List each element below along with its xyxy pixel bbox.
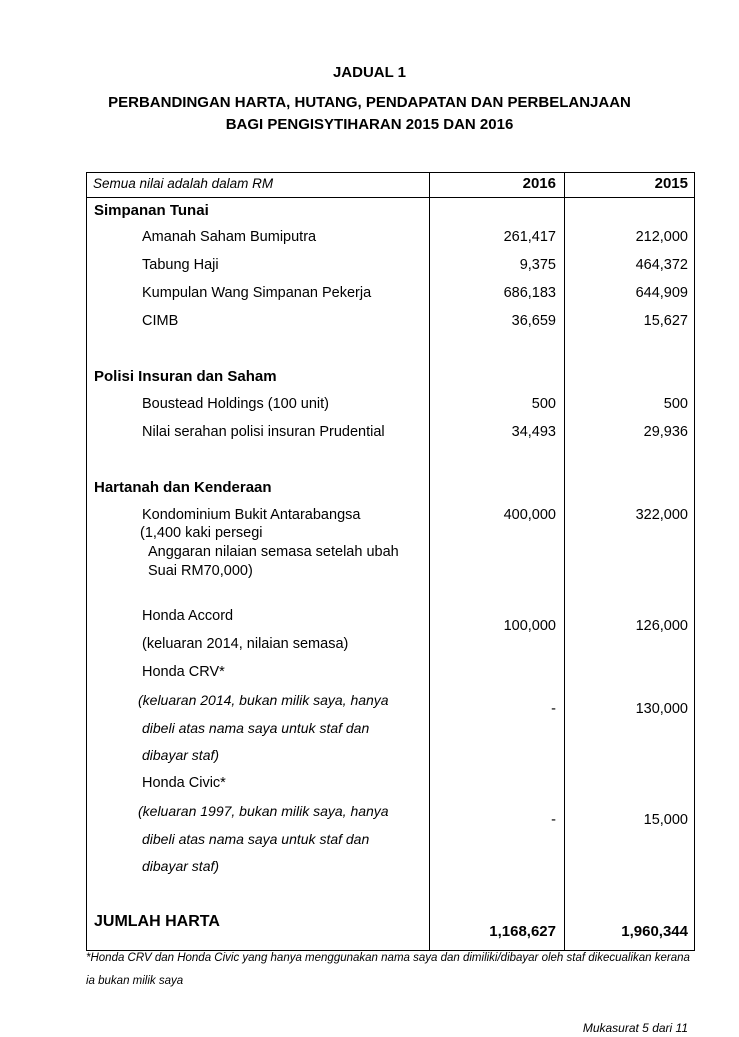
row-label: Amanah Saham Bumiputra	[142, 229, 317, 245]
row-value-2015: 322,000	[635, 507, 688, 523]
row-value-2015: 212,000	[635, 229, 688, 245]
column-header-2016: 2016	[522, 175, 556, 192]
row-value-2016: 400,000	[503, 507, 556, 523]
row-detail: (1,400 kaki persegi	[140, 525, 263, 541]
row-detail: Suai RM70,000)	[148, 563, 253, 579]
row-value-2016: -	[551, 812, 556, 828]
footnote-line-2: ia bukan milik saya	[86, 975, 184, 987]
row-label: Honda CRV*	[142, 664, 225, 680]
row-label: Honda Civic*	[142, 775, 226, 791]
row-value-2016: 100,000	[503, 618, 556, 634]
row-label: Boustead Holdings (100 unit)	[142, 396, 330, 412]
row-value-2016: 261,417	[503, 229, 556, 245]
total-value-2015: 1,960,344	[621, 923, 688, 940]
row-value-2015: 15,627	[643, 313, 688, 329]
row-label: Kumpulan Wang Simpanan Pekerja	[142, 285, 372, 301]
row-label: Honda Accord	[142, 608, 234, 624]
row-detail: dibeli atas nama saya untuk staf dan	[142, 720, 370, 736]
total-value-2016: 1,168,627	[489, 923, 556, 940]
row-value-2015: 126,000	[635, 618, 688, 634]
total-label: JUMLAH HARTA	[94, 913, 220, 930]
page-number: Mukasurat 5 dari 11	[582, 1021, 688, 1035]
row-detail: (keluaran 1997, bukan milik saya, hanya	[138, 803, 389, 819]
row-detail: dibeli atas nama saya untuk staf dan	[142, 831, 370, 847]
footnote-line-1: *Honda CRV dan Honda Civic yang hanya menggunakan nama saya dan dimiliki/dibayar oleh staf dikecualikan kerana	[86, 952, 690, 964]
row-value-2015: 130,000	[635, 701, 688, 717]
row-label: Tabung Haji	[142, 257, 219, 273]
row-detail: (keluaran 2014, bukan milik saya, hanya	[138, 692, 389, 708]
row-detail: dibayar staf)	[142, 747, 220, 763]
table-sub-title: BAGI PENGISYTIHARAN 2015 DAN 2016	[225, 116, 514, 133]
row-value-2015: 500	[663, 396, 688, 412]
section-title-cash: Simpanan Tunai	[94, 202, 209, 219]
table-number-title: JADUAL 1	[332, 64, 407, 81]
row-value-2016: 34,493	[511, 424, 556, 440]
row-value-2016: 686,183	[503, 285, 556, 301]
row-value-2016: -	[551, 701, 556, 717]
row-label: CIMB	[142, 313, 179, 329]
row-detail: (keluaran 2014, nilaian semasa)	[142, 636, 349, 652]
row-label: Kondominium Bukit Antarabangsa	[142, 507, 361, 523]
row-detail: Anggaran nilaian semasa setelah ubah	[148, 544, 399, 560]
row-value-2015: 464,372	[635, 257, 688, 273]
row-value-2016: 9,375	[519, 257, 556, 273]
row-value-2015: 644,909	[635, 285, 688, 301]
row-detail: dibayar staf)	[142, 858, 220, 874]
section-title-property: Hartanah dan Kenderaan	[94, 479, 272, 496]
column-header-2015: 2015	[654, 175, 688, 192]
currency-note: Semua nilai adalah dalam RM	[93, 176, 274, 191]
row-value-2016: 36,659	[511, 313, 556, 329]
row-value-2016: 500	[531, 396, 556, 412]
row-label: Nilai serahan polisi insuran Prudential	[142, 424, 385, 440]
section-title-insurance: Polisi Insuran dan Saham	[94, 368, 277, 385]
table-main-title: PERBANDINGAN HARTA, HUTANG, PENDAPATAN DAN PERBELANJAAN	[108, 94, 631, 111]
row-value-2015: 15,000	[643, 812, 688, 828]
row-value-2015: 29,936	[643, 424, 688, 440]
